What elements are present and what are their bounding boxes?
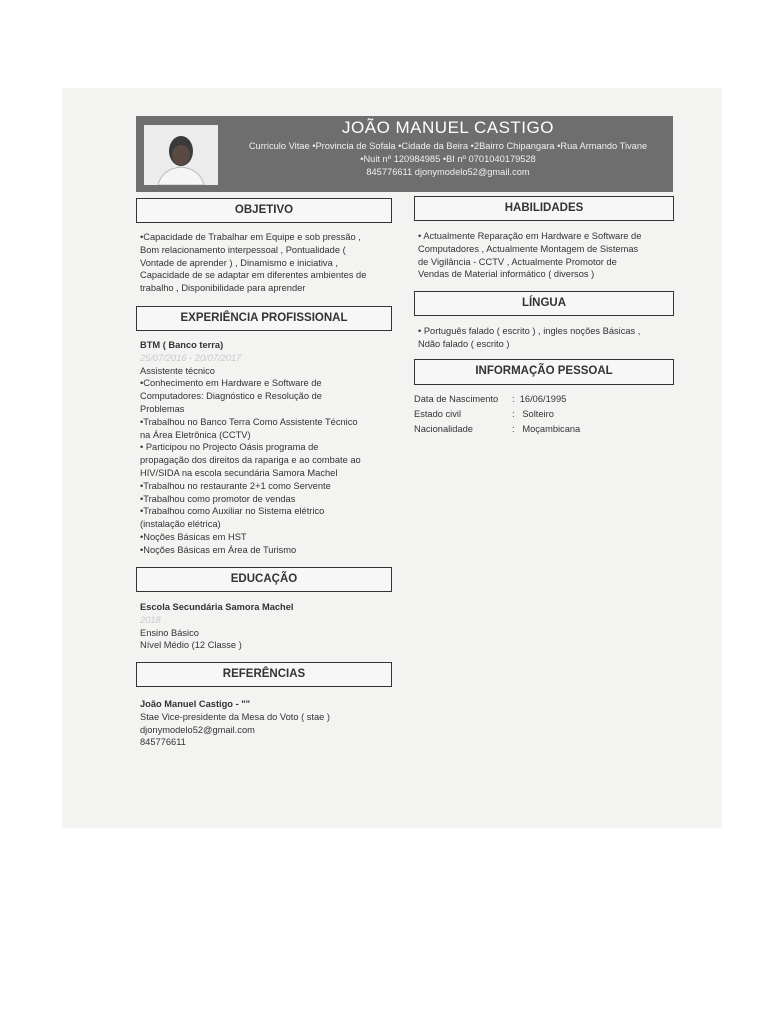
experiencia-line: •Trabalhou no restaurante 2+1 como Servente	[140, 480, 331, 491]
referencia-line: 845776611	[140, 737, 186, 748]
referencias-text	[140, 698, 330, 749]
educacao-year: 2018	[140, 614, 161, 625]
experiencia-line: •Noções Básicas em HST	[140, 531, 247, 542]
header-ids: •Nuit nº 120984985 •BI nº 0701040179528	[360, 154, 536, 164]
profile-photo	[144, 125, 218, 185]
pessoal-value-text: Solteiro	[522, 409, 554, 419]
objetivo-line: Capacidade de se adaptar em diferentes ambientes de	[140, 270, 367, 281]
experiencia-line: Problemas	[140, 403, 185, 414]
habilidades-line: Computadores , Actualmente Montagem de Sistemas	[418, 243, 639, 254]
experiencia-company: BTM ( Banco terra)	[140, 340, 224, 350]
educacao-line: Ensino Básico	[140, 627, 199, 638]
objetivo-line: •Capacidade de Trabalhar em Equipe e sob pressão ,	[140, 232, 361, 242]
referencias-heading: REFERÊNCIAS	[136, 662, 392, 687]
experiencia-line: • Participou no Projecto Oásis programa de	[140, 442, 319, 453]
habilidades-line: de Vigilância - CCTV , Actualmente Promotor de	[418, 256, 617, 267]
experiencia-line: (instalação elétrica)	[140, 519, 221, 530]
experiencia-line: •Trabalhou como Auxiliar no Sistema elétrico	[140, 506, 325, 517]
experiencia-line: Computadores: Diagnóstico e Resolução de	[140, 391, 322, 402]
pessoal-heading: INFORMAÇÃO PESSOAL	[414, 359, 674, 385]
header-contact: 845776611 djonymodelo52@gmail.com	[366, 167, 530, 177]
objetivo-heading: OBJETIVO	[136, 198, 392, 223]
pessoal-value-nascimento: : 16/06/1995	[512, 394, 567, 404]
experiencia-line: •Conhecimento em Hardware e Software de	[140, 378, 322, 389]
educacao-heading: EDUCAÇÃO	[136, 567, 392, 592]
habilidades-heading: HABILIDADES	[414, 196, 674, 221]
referencia-name: João Manuel Castigo - ""	[140, 699, 251, 709]
experiencia-line: na Área Eletrônica (CCTV)	[140, 429, 251, 440]
pessoal-label-nascimento: Data de Nascimento	[414, 394, 499, 404]
experiencia-dates: 25/07/2016 - 20/07/2017	[140, 352, 242, 363]
experiencia-heading: EXPERIÊNCIA PROFISSIONAL	[136, 306, 392, 331]
habilidades-text	[418, 230, 641, 281]
objetivo-line: Bom relacionamento interpessoal , Pontualidade (	[140, 244, 346, 255]
experiencia-line: •Trabalhou como promotor de vendas	[140, 493, 296, 504]
objetivo-text	[140, 231, 366, 295]
educacao-line: Nível Médio (12 Classe )	[140, 640, 242, 651]
pessoal-value-text: 16/06/1995	[519, 394, 567, 404]
educacao-text	[140, 601, 293, 652]
pessoal-value-estado: : Solteiro	[512, 409, 554, 419]
pessoal-value-nacionalidade: : Moçambicana	[512, 424, 581, 434]
experiencia-line: Assistente técnico	[140, 365, 215, 376]
experiencia-line: •Noções Básicas em Área de Turismo	[140, 544, 297, 555]
lingua-line: • Português falado ( escrito ) , ingles noções Básicas ,	[418, 326, 641, 336]
lingua-heading: LÍNGUA	[414, 291, 674, 316]
pessoal-label-estado: Estado civil	[414, 409, 462, 419]
experiencia-line: propagação dos direitos da rapariga e ao combate ao	[140, 455, 361, 466]
lingua-line: Ndão falado ( escrito )	[418, 338, 510, 349]
pessoal-label-nacionalidade: Nacionalidade	[414, 424, 473, 434]
pessoal-value-text: Moçambicana	[522, 424, 581, 434]
habilidades-line: Vendas de Material informático ( diversos )	[418, 269, 595, 280]
objetivo-line: Vontade de aprender ) , Dinamismo e iniciativa ,	[140, 257, 338, 268]
habilidades-line: • Actualmente Reparação em Hardware e Software de	[418, 231, 642, 241]
objetivo-line: trabalho , Disponibilidade para aprender	[140, 283, 306, 294]
experiencia-line: •Trabalhou no Banco Terra Como Assistente Técnico	[140, 416, 358, 427]
educacao-school: Escola Secundária Samora Machel	[140, 602, 294, 612]
experiencia-line: HIV/SIDA na escola secundária Samora Machel	[140, 467, 338, 478]
person-photo-icon	[144, 125, 218, 185]
header-address: Curriculo Vitae •Provincia de Sofala •Cidade da Beira •2Bairro Chipangara •Rua Armando Tivane	[248, 141, 648, 151]
candidate-name: JOÃO MANUEL CASTIGO	[342, 118, 554, 137]
experiencia-text	[140, 339, 361, 557]
lingua-text	[418, 325, 640, 351]
referencia-line: Stae Vice-presidente da Mesa do Voto ( stae )	[140, 711, 331, 722]
referencia-line: djonymodelo52@gmail.com	[140, 724, 255, 735]
